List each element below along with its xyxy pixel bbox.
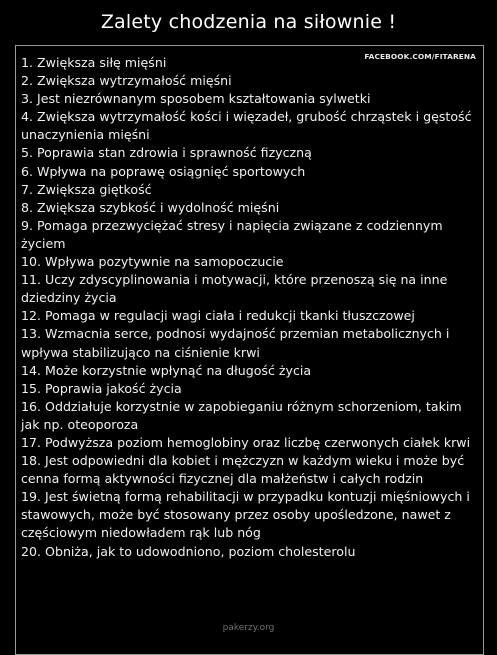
benefits-list [21,54,479,561]
list-item: 3. Jest niezrównanym sposobem kształtowania sylwetki [21,91,371,107]
list-item: 15. Poprawia jakość życia [21,380,182,396]
list-item: 10. Wpływa pozytywnie na samopoczucie [21,254,284,270]
watermark: pakerzy.org [222,623,275,633]
list-item: 6. Wpływa na poprawę osiągnięć sportowych [21,163,306,179]
list-item: 14. Może korzystnie wpłynąć na długość życia [21,362,312,378]
list-item: 1. Zwiększa siłę mięśni [21,55,167,70]
list-item: 9. Pomaga przezwyciężać stresy i napięcia związane z codziennym życiem [21,217,443,251]
list-item: 4. Zwiększa wytrzymałość kości i więzadeł, grubość chrząstek i gęstość unaczynienia mięśni [21,109,472,143]
list-item: 16. Oddziałuje korzystnie w zapobieganiu różnym schorzeniom, takim jak np. oteoporoza [21,398,462,432]
list-item: 12. Pomaga w regulacji wagi ciała i redukcji tkanki tłuszczowej [21,308,415,324]
list-item: 18. Jest odpowiedni dla kobiet i mężczyzn w każdym wieku i może być cenna formą aktywności fizycznej dla małżeństw i całych rodzin [21,453,465,487]
list-item: 2. Zwiększa wytrzymałość mięśni [21,73,232,89]
page-title: Zalety chodzenia na siłownie ! [100,11,397,33]
list-item: 11. Uczy zdyscyplinowania i motywacji, które przenoszą się na inne dziedziny życia [21,272,448,306]
list-item: 8. Zwiększa szybkość i wydolność mięśni [21,199,280,215]
list-item: 5. Poprawia stan zdrowia i sprawność fizyczną [21,145,312,161]
list-item: 13. Wzmacnia serce, podnosi wydajność przemian metabolicznych i wpływa stabilizująco na ciśnienie krwi [21,326,450,360]
source-label: FACEBOOK.COM/FITARENA [364,52,476,61]
list-item: 19. Jest świetną formą rehabilitacji w przypadku kontuzji mięśniowych i stawowych, może być stosowany przez osoby upośledzone, nawet z częściowym niedowładem rąk lub nóg [21,489,470,541]
list-item: 17. Podwyższa poziom hemoglobiny oraz liczbę czerwonych ciałek krwi [21,434,471,450]
list-item: 7. Zwiększa giętkość [21,181,152,197]
list-item: 20. Obniża, jak to udowodniono, poziom cholesterolu [21,543,356,559]
content-frame [15,45,484,655]
